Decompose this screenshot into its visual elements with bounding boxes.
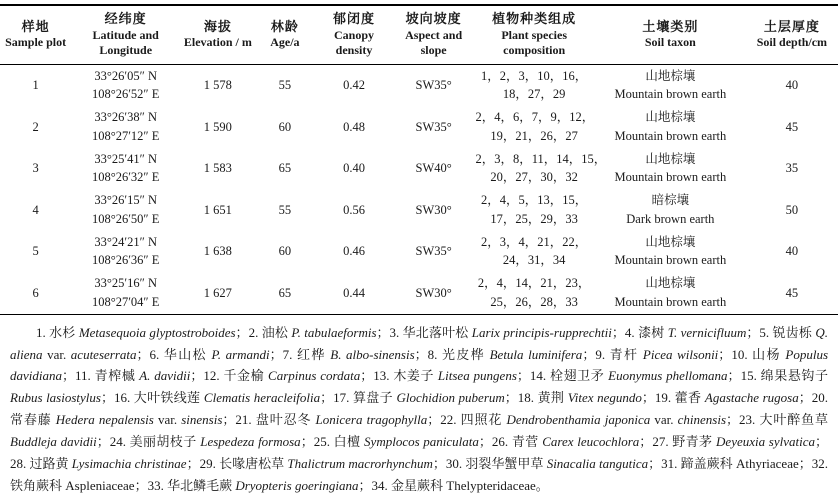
footnote-entry-number: 17. bbox=[333, 390, 353, 406]
species-latin-name: Deyeuxia sylvatica bbox=[716, 433, 815, 449]
species-chinese-name: 过路黄 bbox=[29, 455, 72, 471]
cell-soil-depth: 35 bbox=[785, 161, 799, 176]
species-latin-name: Lonicera tragophylla bbox=[315, 412, 428, 428]
species-latin-name: Q. aliena var. acuteserrata bbox=[10, 324, 828, 362]
cell-elevation: 1 638 bbox=[203, 244, 232, 259]
footnote-entry-number: 19. bbox=[654, 390, 675, 406]
footnote-entry-number: 10. bbox=[731, 346, 753, 362]
cell-canopy-density: 0.40 bbox=[343, 161, 365, 176]
cell-elevation: 1 651 bbox=[203, 202, 232, 217]
species-chinese-name: 盘叶忍冬 bbox=[255, 412, 316, 428]
species-chinese-name: 美丽胡枝子 bbox=[129, 433, 201, 449]
species-latin-name: Aspleniaceae bbox=[65, 477, 135, 493]
table-row bbox=[0, 106, 838, 148]
cell-sample-plot: 2 bbox=[32, 119, 39, 134]
footnote-entry-number: 8. bbox=[427, 346, 443, 362]
species-chinese-name: 青榨槭 bbox=[94, 368, 140, 384]
footnote-entry-number: 27. bbox=[652, 433, 673, 449]
footnote-entry-number: 21. bbox=[235, 412, 256, 428]
cell-age: 65 bbox=[278, 285, 292, 300]
cell-coordinates: 33°25′41″ N 108°26′32″ E bbox=[91, 151, 160, 185]
species-latin-name: Populus davidiana bbox=[10, 346, 829, 384]
footnote-separator: ； bbox=[100, 390, 114, 406]
species-latin-name: P. tabulaeformis bbox=[291, 324, 377, 340]
species-latin-name: Hedera nepalensis var. sinensis bbox=[55, 412, 223, 428]
footnote-separator: ； bbox=[798, 390, 812, 406]
column-header-coordinates bbox=[71, 5, 180, 64]
species-chinese-name: 藿香 bbox=[674, 390, 705, 406]
cell-soil-taxon: 山地棕壤 Mountain brown earth bbox=[614, 234, 727, 268]
footnote-entry-number: 16. bbox=[113, 390, 134, 406]
species-chinese-name: 长喙唐松草 bbox=[219, 455, 288, 471]
footnote-separator: ； bbox=[136, 346, 150, 362]
species-chinese-name: 青杆 bbox=[609, 346, 643, 362]
species-chinese-name: 金星蕨科 bbox=[391, 477, 447, 493]
header-row bbox=[0, 5, 838, 64]
species-latin-name: Betula luminifera bbox=[489, 346, 583, 362]
species-latin-name: Thalictrum macrorhynchum bbox=[287, 455, 433, 471]
footnote-separator: ； bbox=[96, 433, 110, 449]
cell-aspect-slope: SW30° bbox=[415, 285, 452, 300]
footnote-entry-number: 28. bbox=[10, 455, 30, 471]
footnote-entry-number: 25. bbox=[313, 433, 334, 449]
footnote-separator: ； bbox=[516, 368, 530, 384]
column-header-en: Elevation / m bbox=[183, 35, 252, 50]
footnote-separator: ； bbox=[611, 324, 625, 340]
cell-age: 60 bbox=[278, 119, 292, 134]
column-header-cn: 样地 bbox=[21, 18, 50, 34]
cell-coordinates: 33°24′21″ N 108°26′36″ E bbox=[91, 234, 160, 268]
cell-elevation: 1 583 bbox=[203, 161, 232, 176]
column-header-en: Soil depth/cm bbox=[756, 35, 828, 50]
species-latin-name: P. armandi bbox=[211, 346, 270, 362]
species-chinese-name: 光皮桦 bbox=[442, 346, 490, 362]
species-latin-name: Buddleja davidii bbox=[10, 433, 97, 449]
species-latin-name: Symplocos paniculata bbox=[364, 433, 479, 449]
species-latin-name: Agastache rugosa bbox=[704, 390, 799, 406]
species-chinese-name: 青菅 bbox=[511, 433, 543, 449]
footnote-entry-number: 1. bbox=[36, 324, 50, 340]
footnote-separator: ； bbox=[300, 433, 314, 449]
species-chinese-name: 红桦 bbox=[297, 346, 331, 362]
footnote-separator: ； bbox=[815, 433, 829, 449]
column-header-cn: 土层厚度 bbox=[763, 18, 820, 34]
cell-soil-depth: 50 bbox=[785, 202, 799, 217]
footnote-separator: ； bbox=[190, 368, 204, 384]
species-chinese-name: 绵果悬钩子 bbox=[760, 368, 828, 384]
species-latin-name: Lysimachia christinae bbox=[71, 455, 187, 471]
cell-soil-depth: 40 bbox=[785, 244, 799, 259]
species-latin-name: Metasequoia glyptostroboides bbox=[78, 324, 236, 340]
cell-aspect-slope: SW35° bbox=[415, 119, 452, 134]
species-latin-name: Dendrobenthamia japonica var. chinensis bbox=[506, 412, 727, 428]
column-header-aspect-slope bbox=[394, 5, 474, 64]
cell-soil-depth: 45 bbox=[785, 119, 799, 134]
species-chinese-name: 铁角蕨科 bbox=[10, 477, 66, 493]
cell-sample-plot: 4 bbox=[32, 202, 39, 217]
species-latin-name: Clematis heracleifolia bbox=[203, 390, 321, 406]
footnote-separator: ； bbox=[376, 324, 390, 340]
species-chinese-name: 大叶醉鱼草 bbox=[759, 412, 828, 428]
species-chinese-name: 蹄盖蕨科 bbox=[680, 455, 736, 471]
cell-soil-taxon: 山地棕壤 Mountain brown earth bbox=[614, 68, 727, 102]
cell-elevation: 1 627 bbox=[203, 285, 232, 300]
species-latin-name: Vitex negundo bbox=[567, 390, 642, 406]
footnote-separator: ； bbox=[320, 390, 334, 406]
footnote-entry-number: 6. bbox=[149, 346, 164, 362]
cell-soil-taxon: 山地棕壤 Mountain brown earth bbox=[614, 151, 727, 185]
footnote-separator: ； bbox=[235, 324, 249, 340]
footnote-entry-number: 18. bbox=[517, 390, 538, 406]
cell-elevation: 1 578 bbox=[203, 78, 232, 93]
footnote-separator: ； bbox=[269, 346, 283, 362]
cell-soil-depth: 45 bbox=[785, 285, 799, 300]
table-row bbox=[0, 231, 838, 273]
species-chinese-name: 水杉 bbox=[49, 324, 79, 340]
column-header-sample-plot bbox=[0, 5, 71, 64]
footnote-entry-number: 14. bbox=[529, 368, 550, 384]
footnote-separator: ； bbox=[358, 477, 372, 493]
cell-species-composition: 2，4，14，21，23， 25，26，28，33 bbox=[477, 276, 591, 309]
cell-coordinates: 33°25′16″ N 108°27′04″ E bbox=[91, 276, 160, 309]
species-chinese-name: 四照花 bbox=[460, 412, 507, 428]
footnote-entry-number: 30. bbox=[445, 455, 466, 471]
cell-coordinates: 33°26′15″ N 108°26′50″ E bbox=[91, 193, 160, 226]
species-latin-name: Rubus lasiostylus bbox=[10, 390, 101, 406]
cell-coordinates: 33°26′38″ N 108°27′12″ E bbox=[91, 110, 160, 143]
column-header-cn: 郁闭度 bbox=[333, 11, 376, 26]
footnote-text bbox=[10, 322, 828, 496]
cell-elevation: 1 590 bbox=[203, 119, 232, 134]
species-latin-name: Litsea pungens bbox=[437, 368, 517, 384]
footnote-entry-number: 20. bbox=[811, 390, 828, 406]
footnote-entry-number: 5. bbox=[759, 324, 773, 340]
footnote-separator: ； bbox=[432, 455, 446, 471]
species-chinese-name: 大叶铁线莲 bbox=[133, 390, 204, 406]
cell-sample-plot: 5 bbox=[32, 244, 39, 259]
column-header-en: Soil taxon bbox=[644, 35, 696, 50]
column-header-age bbox=[256, 5, 315, 64]
species-chinese-name: 油松 bbox=[261, 324, 292, 340]
footnote-entry-number: 7. bbox=[282, 346, 297, 362]
cell-sample-plot: 3 bbox=[32, 161, 39, 176]
species-latin-name: B. albo-sinensis bbox=[330, 346, 415, 362]
species-chinese-name: 山杨 bbox=[752, 346, 786, 362]
species-chinese-name: 华山松 bbox=[163, 346, 212, 362]
table-row bbox=[0, 148, 838, 190]
footnote-entry-number: 3. bbox=[389, 324, 403, 340]
species-latin-name: Thelypteridaceae bbox=[446, 477, 536, 493]
footnote-entry-number: 12. bbox=[203, 368, 224, 384]
footnote-entry-number: 11. bbox=[75, 368, 95, 384]
footnote-entry-number: 26. bbox=[491, 433, 512, 449]
footnote-separator: ； bbox=[727, 368, 741, 384]
footnote-entry-number: 33. bbox=[147, 477, 168, 493]
column-header-elevation bbox=[180, 5, 255, 64]
species-chinese-name: 千金榆 bbox=[223, 368, 269, 384]
column-header-canopy-density bbox=[314, 5, 394, 64]
footnote-entry-number: 15. bbox=[740, 368, 761, 384]
column-header-cn: 植物种类组成 bbox=[492, 11, 577, 26]
column-header-en: Latitude and Longitude bbox=[92, 27, 159, 58]
cell-soil-depth: 40 bbox=[785, 78, 799, 93]
species-latin-name: Athyriaceae bbox=[735, 455, 799, 471]
column-header-species-composition bbox=[473, 5, 595, 64]
footnote-separator: ； bbox=[639, 433, 653, 449]
cell-soil-taxon: 山地棕壤 Mountain brown earth bbox=[614, 276, 727, 309]
footnote-separator: ； bbox=[414, 346, 428, 362]
sample-plot-table bbox=[0, 4, 838, 315]
cell-canopy-density: 0.42 bbox=[343, 78, 365, 93]
cell-soil-taxon: 山地棕壤 Mountain brown earth bbox=[614, 110, 727, 143]
species-chinese-name: 算盘子 bbox=[352, 390, 397, 406]
footnote-entry-number: 22. bbox=[440, 412, 461, 428]
footnote-separator: ； bbox=[641, 390, 655, 406]
footnote-separator: 。 bbox=[535, 477, 549, 493]
footnote-separator: ； bbox=[582, 346, 596, 362]
cell-sample-plot: 6 bbox=[32, 285, 39, 300]
species-chinese-name: 野青茅 bbox=[672, 433, 717, 449]
cell-age: 55 bbox=[278, 202, 292, 217]
species-chinese-name: 白檀 bbox=[333, 433, 365, 449]
footnote-separator: ； bbox=[726, 412, 740, 428]
footnote-separator: ； bbox=[648, 455, 662, 471]
column-header-en: Sample plot bbox=[5, 35, 67, 50]
cell-species-composition: 1，2，3，10，16， 18，27，29 bbox=[481, 68, 588, 102]
cell-age: 65 bbox=[278, 161, 292, 176]
species-chinese-name: 栓翅卫矛 bbox=[550, 368, 609, 384]
column-header-en: Aspect and slope bbox=[405, 27, 463, 58]
footnote-separator: ； bbox=[798, 455, 812, 471]
footnote-separator: ； bbox=[360, 368, 374, 384]
cell-aspect-slope: SW30° bbox=[415, 202, 452, 217]
footnote-entry-number: 13. bbox=[373, 368, 394, 384]
cell-aspect-slope: SW40° bbox=[415, 161, 452, 176]
cell-aspect-slope: SW35° bbox=[415, 244, 452, 259]
footnote-separator: ； bbox=[746, 324, 760, 340]
cell-age: 55 bbox=[278, 78, 292, 93]
cell-canopy-density: 0.56 bbox=[343, 202, 365, 217]
footnote-separator: ； bbox=[222, 412, 236, 428]
species-latin-name: Carex leucochlora bbox=[542, 433, 640, 449]
column-header-en: Age/a bbox=[270, 35, 300, 50]
species-chinese-name: 黄荆 bbox=[537, 390, 568, 406]
species-chinese-name: 漆树 bbox=[638, 324, 668, 340]
column-header-en: Canopy density bbox=[334, 27, 375, 58]
footnote-entry-number: 24. bbox=[109, 433, 130, 449]
species-latin-name: Sinacalia tangutica bbox=[546, 455, 649, 471]
footnote-entry-number: 9. bbox=[595, 346, 610, 362]
table-header bbox=[0, 5, 838, 64]
species-latin-name: Carpinus cordata bbox=[268, 368, 361, 384]
species-latin-name: Euonymus phellomana bbox=[608, 368, 728, 384]
table-row bbox=[0, 64, 838, 106]
species-latin-name: Larix principis-rupprechtii bbox=[471, 324, 612, 340]
cell-soil-taxon: 暗棕壤 Dark brown earth bbox=[626, 193, 715, 226]
cell-coordinates: 33°26′05″ N 108°26′52″ E bbox=[91, 68, 160, 102]
species-latin-name: Lespedeza formosa bbox=[200, 433, 301, 449]
footnote-separator: ； bbox=[186, 455, 200, 471]
cell-sample-plot: 1 bbox=[32, 78, 39, 93]
column-header-cn: 海拔 bbox=[203, 18, 232, 34]
column-header-soil-taxon bbox=[595, 5, 746, 64]
species-latin-name: T. vernicifluum bbox=[667, 324, 747, 340]
cell-canopy-density: 0.46 bbox=[343, 244, 365, 259]
cell-age: 60 bbox=[278, 244, 292, 259]
cell-species-composition: 2，4，5，13，15， 17，25，29，33 bbox=[481, 193, 588, 226]
footnote-entry-number: 31. bbox=[661, 455, 681, 471]
species-latin-name: Picea wilsonii bbox=[642, 346, 719, 362]
table-body bbox=[0, 64, 838, 314]
footnote-separator: ； bbox=[134, 477, 148, 493]
cell-species-composition: 2，3，8，11，14，15， 20，27，30，32 bbox=[475, 151, 607, 185]
footnote-separator: ； bbox=[427, 412, 441, 428]
species-latin-name: A. davidii bbox=[139, 368, 191, 384]
species-chinese-name: 华北鳞毛蕨 bbox=[167, 477, 236, 493]
species-latin-name: Dryopteris goeringiana bbox=[235, 477, 359, 493]
cell-species-composition: 2，3，4，21，22， 24，31，34 bbox=[481, 234, 588, 268]
cell-canopy-density: 0.48 bbox=[343, 119, 365, 134]
species-latin-name: Glochidion puberum bbox=[396, 390, 505, 406]
column-header-cn: 经纬度 bbox=[104, 11, 147, 26]
species-chinese-name: 常春藤 bbox=[10, 412, 56, 428]
footnote-separator: ； bbox=[718, 346, 732, 362]
column-header-cn: 坡向坡度 bbox=[405, 11, 462, 26]
column-header-soil-depth bbox=[746, 5, 838, 64]
footnote-entry-number: 29. bbox=[199, 455, 220, 471]
footnote-entry-number: 34. bbox=[371, 477, 392, 493]
cell-aspect-slope: SW35° bbox=[415, 78, 452, 93]
cell-canopy-density: 0.44 bbox=[343, 285, 365, 300]
cell-species-composition: 2，4，6，7，9，12， 19，21，26，27 bbox=[475, 110, 595, 143]
footnote-entry-number: 2. bbox=[248, 324, 262, 340]
footnote-separator: ； bbox=[504, 390, 518, 406]
column-header-cn: 土壤类别 bbox=[642, 18, 699, 34]
species-chinese-name: 木姜子 bbox=[393, 368, 438, 384]
table-row bbox=[0, 189, 838, 231]
footnote-separator: ； bbox=[478, 433, 492, 449]
table-row bbox=[0, 272, 838, 314]
column-header-en: Plant species composition bbox=[501, 27, 568, 58]
footnote-separator: ； bbox=[62, 368, 76, 384]
species-chinese-name: 锐齿栎 bbox=[772, 324, 816, 340]
species-chinese-name: 华北落叶松 bbox=[402, 324, 472, 340]
footnote-entry-number: 4. bbox=[624, 324, 639, 340]
species-chinese-name: 羽裂华蟹甲草 bbox=[465, 455, 547, 471]
footnote-entry-number: 32. bbox=[811, 455, 828, 471]
footnote-entry-number: 23. bbox=[739, 412, 760, 428]
column-header-cn: 林龄 bbox=[270, 18, 299, 34]
